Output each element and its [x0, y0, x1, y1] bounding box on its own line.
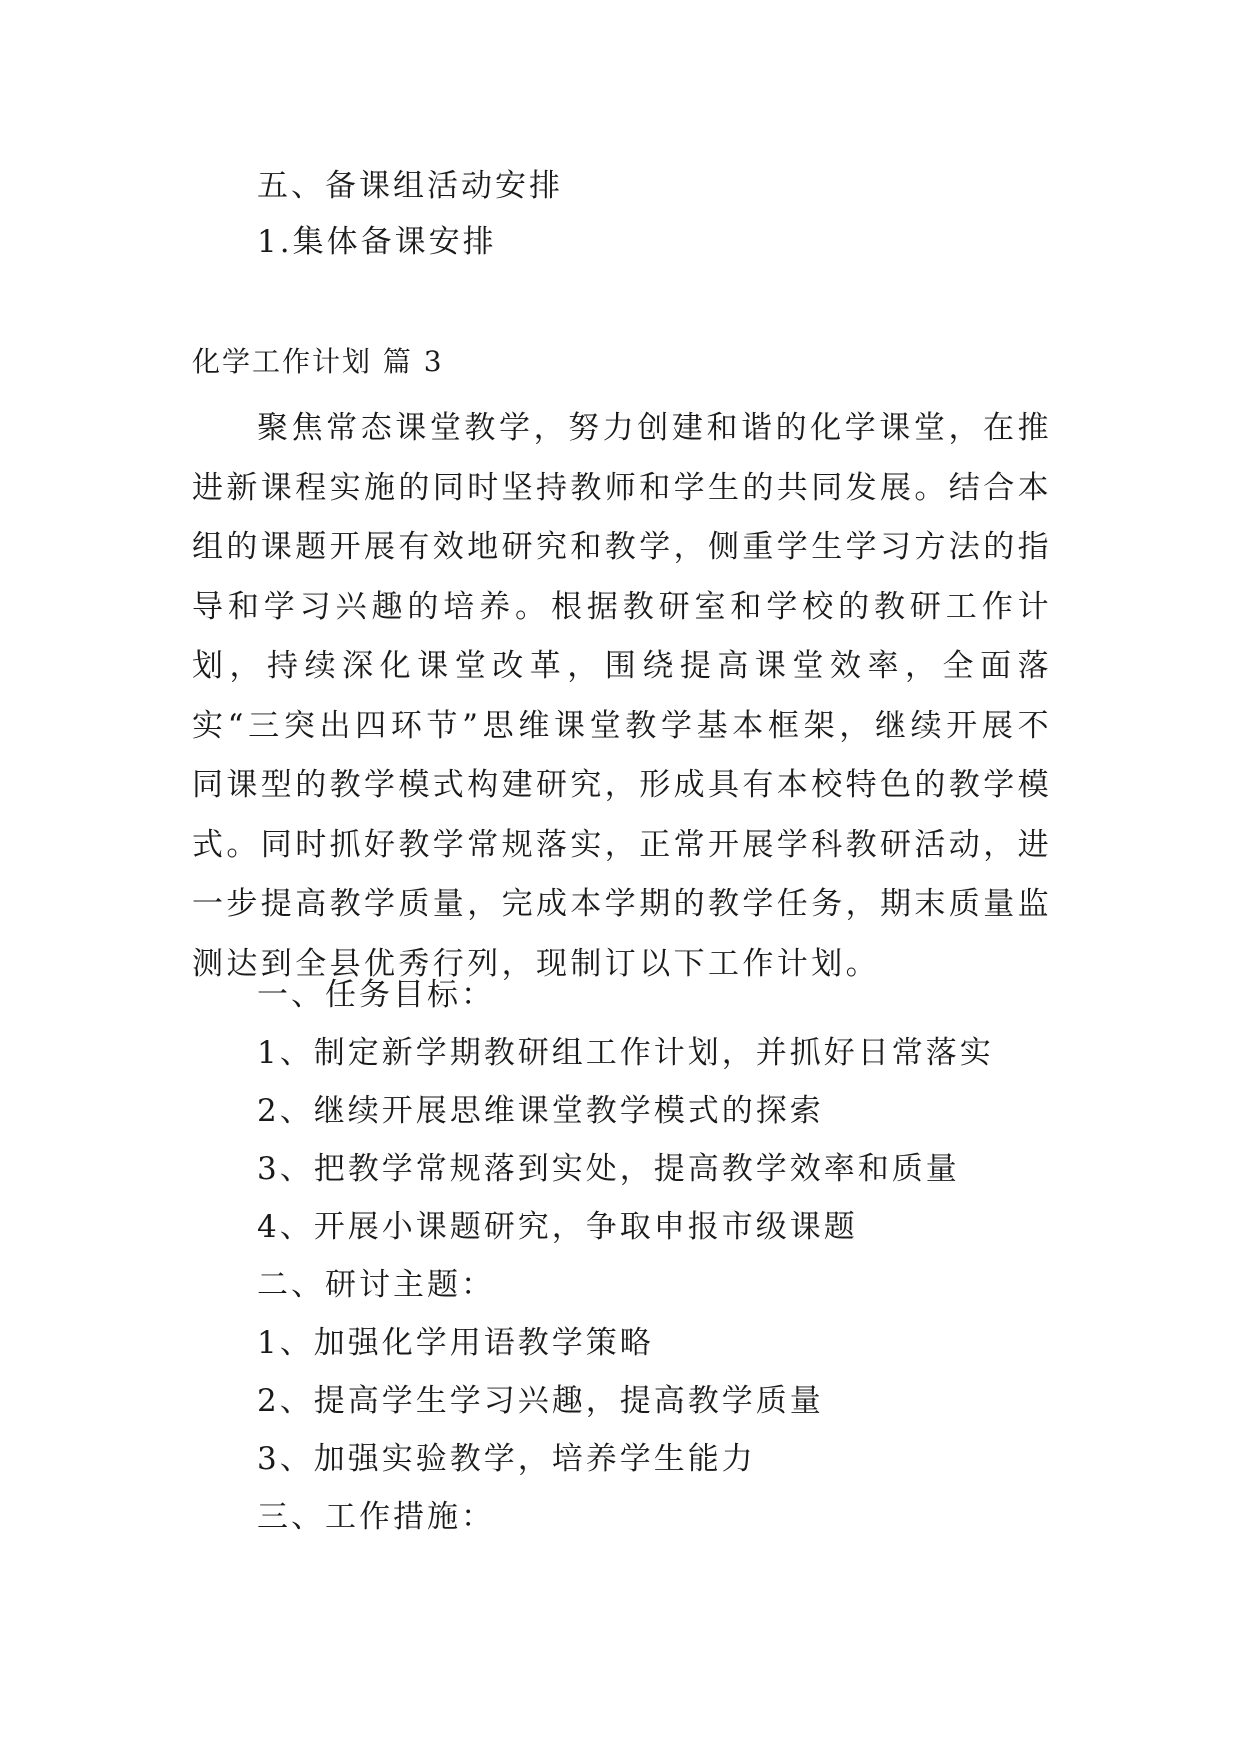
section-subheading: 1.集体备课安排: [257, 224, 497, 260]
intro-paragraph: 聚焦常态课堂教学，努力创建和谐的化学课堂，在推进新课程实施的同时坚持教师和学生的共同发展。结合本组的课题开展有效地研究和教学，侧重学生学习方法的指导和学习兴趣的培养。根据教研室和学校的教研工作计划，持续深化课堂改革，围绕提高课堂效率，全面落实“三突出四环节”思维课堂教学基本框架，继续开展不同课型的教学模式构建研究，形成具有本校特色的教学模式。同时抓好教学常规落实，正常开展学科教研活动，进一步提高教学质量，完成本学期的教学任务，期末质量监测达到全县优秀行列，现制订以下工作计划。: [192, 410, 1052, 982]
topic-item: 1、加强化学用语教学策略: [257, 1325, 654, 1361]
section-heading: 五、备课组活动安排: [257, 168, 563, 204]
goals-heading: 一、任务目标：: [257, 977, 495, 1013]
topic-item: 2、提高学生学习兴趣，提高教学质量: [257, 1383, 824, 1419]
goal-item: 3、把教学常规落到实处，提高教学效率和质量: [257, 1151, 960, 1187]
document-title: 化学工作计划 篇 3: [192, 345, 444, 378]
topics-heading: 二、研讨主题：: [257, 1267, 495, 1303]
topic-item: 3、加强实验教学，培养学生能力: [257, 1441, 756, 1477]
goal-item: 4、开展小课题研究，争取申报市级课题: [257, 1209, 858, 1245]
goal-item: 2、继续开展思维课堂教学模式的探索: [257, 1093, 824, 1129]
goal-item: 1、制定新学期教研组工作计划，并抓好日常落实: [257, 1035, 994, 1071]
measures-heading: 三、工作措施：: [257, 1499, 495, 1535]
